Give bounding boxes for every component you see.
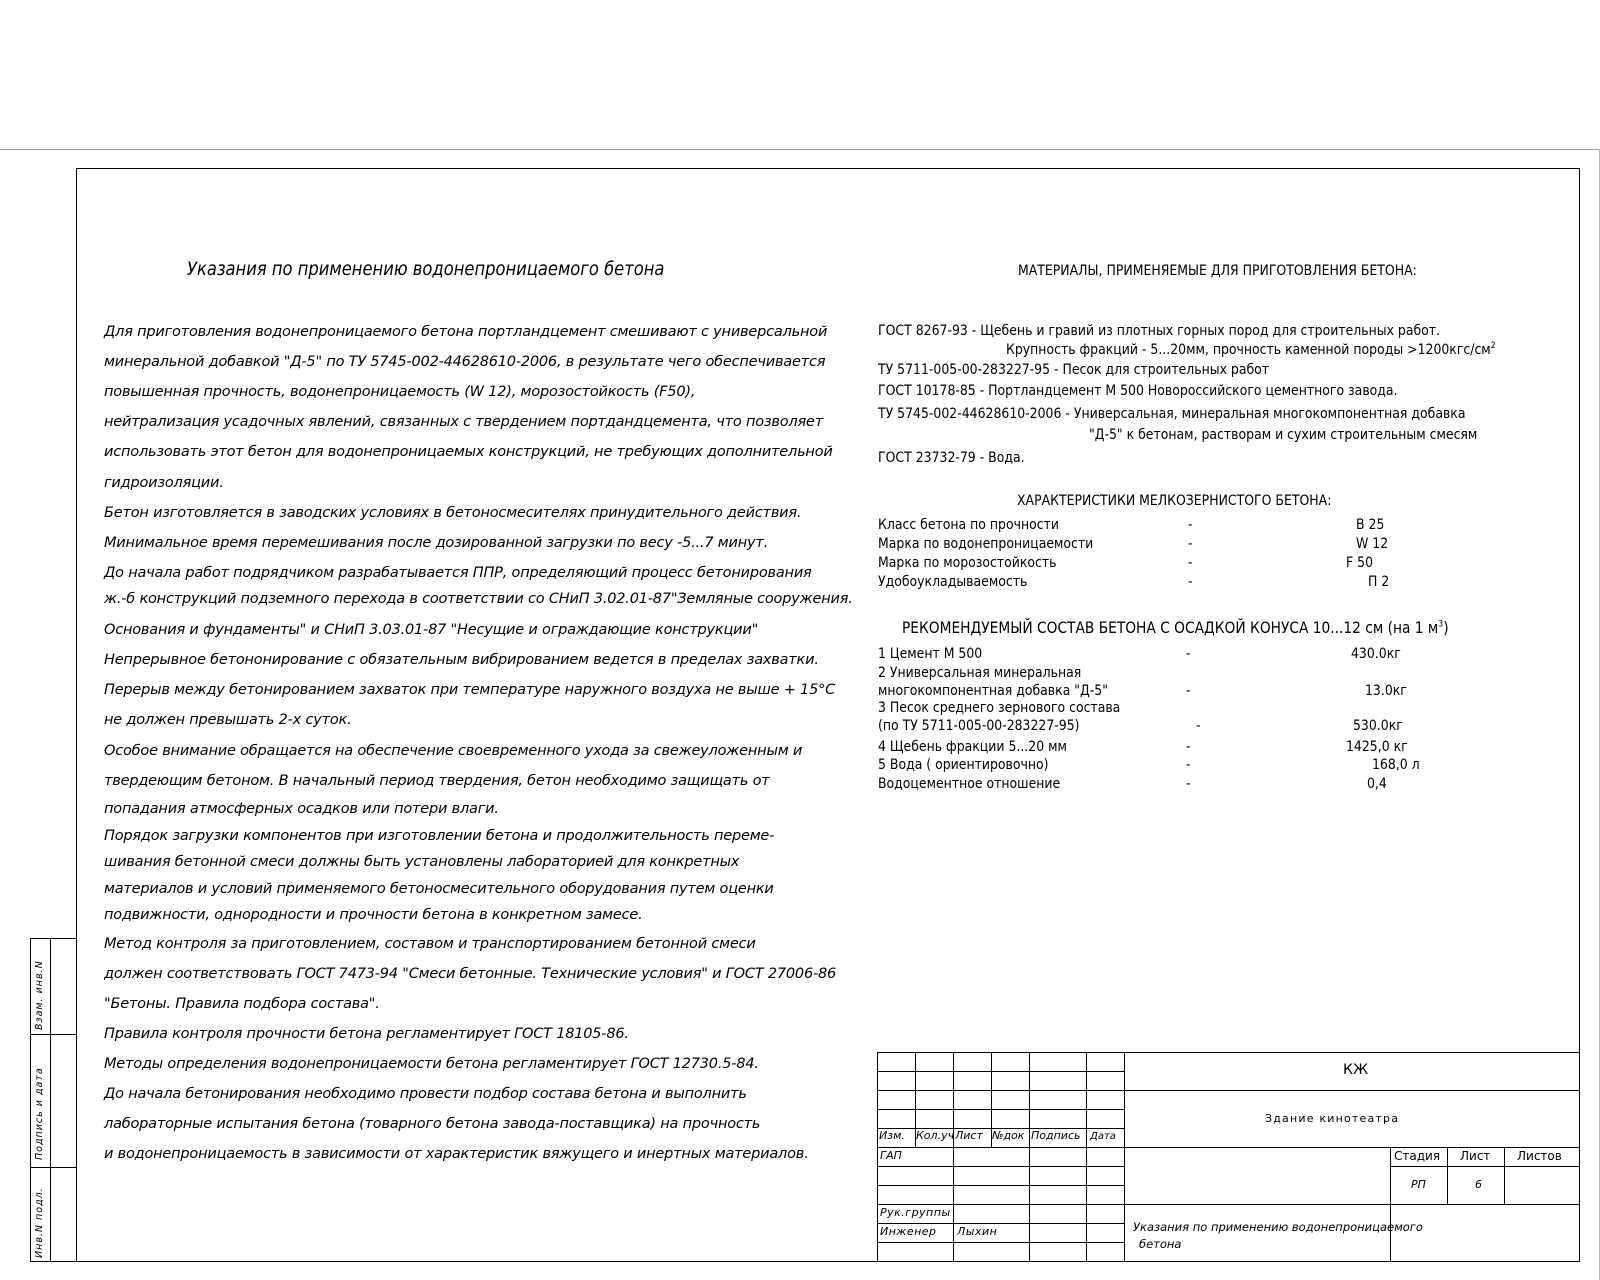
stamp-role-group-lead: Рук.группы xyxy=(880,1206,951,1219)
composition-dash: - xyxy=(1186,683,1191,699)
left-text-line: До начала работ подрядчиком разрабатывается ППР, определяющий процесс бетонирования xyxy=(104,565,812,581)
materials-line-3: ТУ 5711-005-00-283227-95 - Песок для строительных работ xyxy=(878,362,1270,378)
stamp-sheet-value: 6 xyxy=(1475,1178,1482,1191)
left-text-line: Методы определения водонепроницаемости бетона регламентирует ГОСТ 12730.5-84. xyxy=(104,1056,759,1072)
stamp-divider xyxy=(1124,1052,1125,1262)
composition-dash: - xyxy=(1186,739,1191,755)
left-text-line: нейтрализация усадочных явлений, связанных с твердением портдандцемента, что позволяет xyxy=(104,414,823,430)
composition-value: 0,4 xyxy=(1367,776,1387,792)
composition-dash: - xyxy=(1196,718,1201,734)
composition-value: 1425,0 кг xyxy=(1346,739,1408,755)
left-text-line: Перерыв между бетонированием захваток при температуре наружного воздуха не выше + 15°С xyxy=(104,682,836,698)
stamp-header-kol: Кол.уч xyxy=(916,1129,955,1142)
composition-name: 1 Цемент М 500 xyxy=(878,646,983,662)
left-text-line: ж.-б конструкций подземного перехода в соответствии со СНиП 3.02.01-87"Земляные сооружения. xyxy=(104,591,853,607)
stamp-sheet-header: Лист xyxy=(1460,1149,1491,1163)
stamp-header-izm: Изм. xyxy=(879,1129,905,1142)
materials-line-6: "Д-5" к бетонам, растворам и сухим строительным смесям xyxy=(1089,427,1478,443)
characteristic-value: W 12 xyxy=(1356,536,1389,552)
materials-line-1: ГОСТ 8267-93 - Щебень и гравий из плотных горных пород для строительных работ. xyxy=(878,323,1441,339)
left-text-line: Непрерывное бетононирование с обязательным вибрированием ведется в пределах захватки. xyxy=(104,652,819,668)
stamp-header-signature: Подпись xyxy=(1031,1129,1081,1142)
side-label-signature-date: Подпись и дата xyxy=(34,1067,45,1160)
characteristic-value: F 50 xyxy=(1346,555,1374,571)
characteristic-dash: - xyxy=(1188,536,1193,552)
left-text-line: подвижности, однородности и прочности бетона в конкретном замесе. xyxy=(104,907,643,923)
left-text-line: использовать этот бетон для водонепроницаемых конструкций, не требующих дополнительной xyxy=(104,444,833,460)
stamp-sheets-header: Листов xyxy=(1517,1149,1562,1163)
materials-line-5: ТУ 5745-002-44628610-2006 - Универсальная, минеральная многокомпонентная добавка xyxy=(878,406,1466,422)
composition-name: 3 Песок среднего зернового состава xyxy=(878,700,1121,716)
stamp-role-engineer: Инженер xyxy=(880,1225,937,1238)
stamp-engineer-name: Лыхин xyxy=(957,1225,998,1238)
left-text-line: должен соответствовать ГОСТ 7473-94 "Смеси бетонные. Технические условия" и ГОСТ 27006-86 xyxy=(104,966,837,982)
stamp-header-ndok: №док xyxy=(992,1129,1025,1142)
stamp-gap: ГАП xyxy=(880,1149,902,1162)
left-text-line: гидроизоляции. xyxy=(104,475,224,491)
left-text-line: Метод контроля за приготовлением, составом и транспортированием бетонной смеси xyxy=(104,936,756,952)
materials-line-2: Крупность фракций - 5...20мм, прочность каменной породы $>1200кгс/см^2$ xyxy=(1006,341,1496,358)
characteristic-value: В 25 xyxy=(1356,517,1385,533)
characteristics-title: ХАРАКТЕРИСТИКИ МЕЛКОЗЕРНИСТОГО БЕТОНА: xyxy=(1017,493,1332,509)
sheet-top-edge xyxy=(0,149,1600,150)
left-text-line: Минимальное время перемешивания после дозированной загрузки по весу -5...7 минут. xyxy=(104,535,769,551)
stamp-stage-value: РП xyxy=(1411,1178,1426,1191)
left-text-line: "Бетоны. Правила подбора состава". xyxy=(104,996,380,1012)
composition-name: 2 Универсальная минеральная xyxy=(878,665,1082,681)
characteristic-value: П 2 xyxy=(1368,574,1390,590)
characteristic-name: Класс бетона по прочности xyxy=(878,517,1059,533)
side-label-replace: Взам. инв.N xyxy=(34,960,45,1030)
left-text-line: попадания атмосферных осадков или потери влаги. xyxy=(104,801,499,817)
left-text-line: лабораторные испытания бетона (товарного бетона завода-поставщика) на прочность xyxy=(104,1116,761,1132)
composition-value: 430.0кг xyxy=(1351,646,1401,662)
side-label-inventory: Инв.N подл. xyxy=(34,1187,45,1258)
stamp-sheet-title-1: Указания по применению водонепроницаемого xyxy=(1133,1220,1423,1234)
stamp-header-list: Лист xyxy=(955,1129,983,1142)
left-text-line: Особое внимание обращается на обеспечение своевременного ухода за свежеуложенным и xyxy=(104,743,803,759)
characteristic-dash: - xyxy=(1188,574,1193,590)
characteristic-dash: - xyxy=(1188,555,1193,571)
stamp-object: Здание кинотеатра xyxy=(1265,1112,1400,1125)
left-text-line: минеральной добавкой "Д-5" по ТУ 5745-002-44628610-2006, в результате чего обеспечивается xyxy=(104,354,826,370)
left-text-line: Порядок загрузки компонентов при изготовлении бетона и продолжительность переме- xyxy=(104,828,775,844)
stamp-code: КЖ xyxy=(1343,1062,1369,1078)
stamp-sheet-title-2: бетона xyxy=(1139,1237,1182,1251)
characteristic-name: Удобоукладываемость xyxy=(878,574,1028,590)
left-text-line: твердеющим бетоном. В начальный период твердения, бетон необходимо защищать от xyxy=(104,773,770,789)
composition-name: 5 Вода ( ориентировочно) xyxy=(878,757,1049,773)
left-text-line: Основания и фундаменты" и СНиП 3.03.01-87 "Несущие и ограждающие конструкции" xyxy=(104,622,759,638)
stamp-header-date: Дата xyxy=(1090,1131,1116,1142)
left-text-line: повышенная прочность, водонепроницаемость (W 12), морозостойкость (F50), xyxy=(104,384,696,400)
composition-dash: - xyxy=(1186,776,1191,792)
composition-value: 168,0 л xyxy=(1372,757,1420,773)
composition-name: 4 Щебень фракции 5...20 мм xyxy=(878,739,1067,755)
left-text-line: Правила контроля прочности бетона регламентирует ГОСТ 18105-86. xyxy=(104,1026,629,1042)
left-text-line: материалов и условий применяемого бетоносмесительного оборудования путем оценки xyxy=(104,881,774,897)
stamp-stage-header: Стадия xyxy=(1394,1149,1441,1163)
left-text-line: и водонепроницаемость в зависимости от характеристик вяжущего и инертных материалов. xyxy=(104,1146,809,1162)
characteristic-name: Марка по морозостойкость xyxy=(878,555,1057,571)
composition-value: 530.0кг xyxy=(1353,718,1403,734)
composition-name: (по ТУ 5711-005-00-283227-95) xyxy=(878,718,1080,734)
left-text-line: Для приготовления водонепроницаемого бетона портландцемент смешивают с универсальной xyxy=(104,324,828,340)
characteristic-dash: - xyxy=(1188,517,1193,533)
composition-value: 13.0кг xyxy=(1365,683,1407,699)
composition-name: Водоцементное отношение xyxy=(878,776,1061,792)
characteristic-name: Марка по водонепроницаемости xyxy=(878,536,1094,552)
left-text-line: Бетон изготовляется в заводских условиях в бетоносмесителях принудительного действия. xyxy=(104,505,802,521)
composition-dash: - xyxy=(1186,646,1191,662)
composition-title: РЕКОМЕНДУЕМЫЙ СОСТАВ БЕТОНА С ОСАДКОЙ КОНУСА 10...12 см (на 1 $м^3$) xyxy=(902,618,1449,637)
materials-line-4: ГОСТ 10178-85 - Портландцемент М 500 Новороссийского цементного завода. xyxy=(878,383,1398,399)
materials-title: МАТЕРИАЛЫ, ПРИМЕНЯЕМЫЕ ДЛЯ ПРИГОТОВЛЕНИЯ БЕТОНА: xyxy=(1018,263,1417,279)
left-text-line: шивания бетонной смеси должны быть установлены лабораторией для конкретных xyxy=(104,854,740,870)
materials-line-7: ГОСТ 23732-79 - Вода. xyxy=(878,450,1025,466)
composition-name: многокомпонентная добавка "Д-5" xyxy=(878,683,1108,699)
composition-dash: - xyxy=(1186,757,1191,773)
left-text-line: не должен превышать 2-х суток. xyxy=(104,712,352,728)
left-text-line: До начала бетонирования необходимо провести подбор состава бетона и выполнить xyxy=(104,1086,747,1102)
left-title: Указания по применению водонепроницаемого бетона xyxy=(187,258,665,280)
